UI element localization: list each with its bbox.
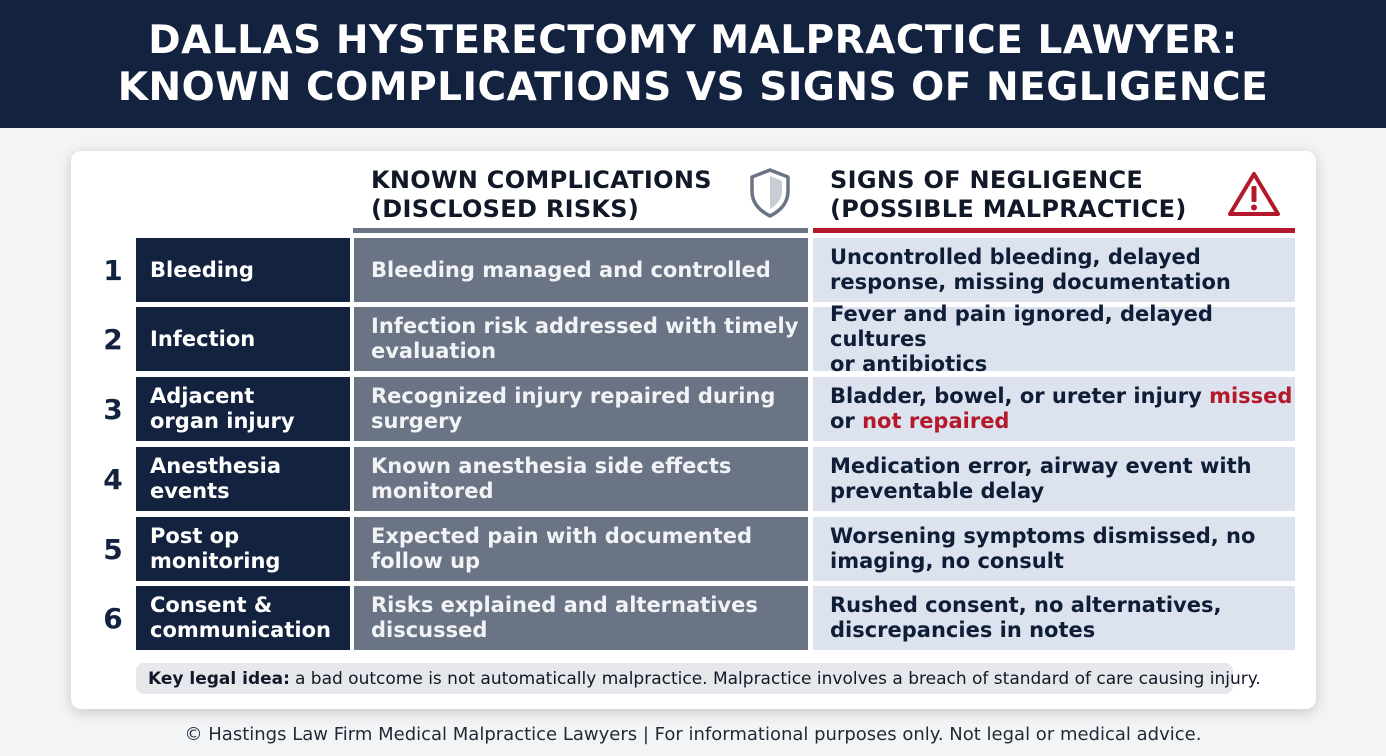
known-text-line-2: discussed [371,618,488,642]
highlight-missed: missed [1209,384,1293,408]
negligence-text-line-1: Fever and pain ignored, delayed cultures [830,301,1213,351]
negligence-text-line-1: Worsening symptoms dismissed, no [830,524,1256,548]
known-header-line-1: KNOWN COMPLICATIONS [371,166,712,194]
known-text: Bleeding managed and controlled [371,257,771,282]
negligence-text: Bladder, bowel, or ureter injury [830,384,1210,408]
row-label-line-2: organ injury [150,409,295,433]
footer-disclaimer: © Hastings Law Firm Medical Malpractice Lawyers | For informational purposes only. Not legal or medical advice. [184,724,1202,745]
warning-icon [1227,170,1281,218]
negligence-text-line-1: Rushed consent, no alternatives, [830,593,1222,617]
negligence-cell [813,377,1295,441]
negligence-header-line-1: SIGNS OF NEGLIGENCE [830,166,1144,194]
negligence-cell [813,301,1295,376]
row-number: 3 [103,393,123,426]
row-number: 5 [103,533,123,566]
known-text-line-2: follow up [371,549,481,573]
page-header [0,0,1386,128]
row-label [136,586,350,650]
known-complication-cell [354,307,808,371]
row-label-line-2: events [150,479,230,503]
known-text-line-1: Known anesthesia side effects [371,454,732,478]
row-label-line-2: communication [150,618,331,642]
known-text-line-2: evaluation [371,339,497,363]
highlight-not-repaired: not repaired [862,409,1010,433]
row-number: 6 [103,602,123,635]
row-label [136,307,350,371]
shield-icon [748,167,792,219]
negligence-cell [813,447,1295,511]
negligence-text-line-2: or antibiotics [830,351,988,376]
known-text-line-2: monitored [371,479,494,503]
known-complication-cell [354,377,808,441]
row-label-line-1: Post op [150,524,240,548]
known-text-line-1: Infection risk addressed with timely [371,314,799,338]
signs-of-negligence-header [830,166,1187,224]
negligence-text-line-2: preventable delay [830,479,1045,503]
row-label-text: Bleeding [150,257,254,282]
known-complication-cell [354,238,808,302]
row-label [136,377,350,441]
row-number: 2 [103,323,123,356]
key-legal-idea-note [136,663,1261,694]
known-text-line-1: Recognized injury repaired during [371,384,776,408]
known-header-line-2: (DISCLOSED RISKS) [371,195,640,223]
row-label-line-1: Anesthesia [150,454,282,478]
row-label-line-1: Consent & [150,593,273,617]
negligence-text-line-2: response, missing documentation [830,270,1231,294]
negligence-text-line-1: Uncontrolled bleeding, delayed [830,245,1201,269]
negligence-text-line-1 [830,384,1292,409]
key-idea-text: a bad outcome is not automatically malpractice. Malpractice involves a breach of standard of care causing injury. [294,668,1261,689]
known-complication-cell [354,517,808,581]
negligence-text: or [830,409,863,433]
known-complication-cell [354,447,808,511]
known-complication-cell [354,586,808,650]
known-text-line-1: Risks explained and alternatives [371,593,758,617]
known-text-line-1: Expected pain with documented [371,524,753,548]
known-text-line-2: surgery [371,409,463,433]
row-label-line-1: Adjacent [150,384,255,408]
row-number: 4 [103,463,123,496]
row-number: 1 [103,254,123,287]
known-complications-header [371,166,712,224]
negligence-header-line-2: (POSSIBLE MALPRACTICE) [830,195,1187,223]
negligence-cell [813,586,1295,650]
negligence-header-underline [813,228,1295,233]
row-label [136,447,350,511]
negligence-text-line-1: Medication error, airway event with [830,454,1252,478]
row-label-text: Infection [150,326,256,351]
row-label [136,517,350,581]
negligence-cell [813,238,1295,302]
row-label-line-2: monitoring [150,549,281,573]
negligence-cell [813,517,1295,581]
negligence-text-line-2: imaging, no consult [830,549,1064,573]
negligence-text-line-2: discrepancies in notes [830,618,1096,642]
key-idea-label: Key legal idea: [148,668,290,689]
page-title-line-2: KNOWN COMPLICATIONS VS SIGNS OF NEGLIGENCE [117,65,1269,110]
negligence-text-line-2 [830,409,1292,434]
page-title-line-1: DALLAS HYSTERECTOMY MALPRACTICE LAWYER: [148,18,1238,63]
known-header-underline [353,228,808,233]
row-label [136,238,350,302]
